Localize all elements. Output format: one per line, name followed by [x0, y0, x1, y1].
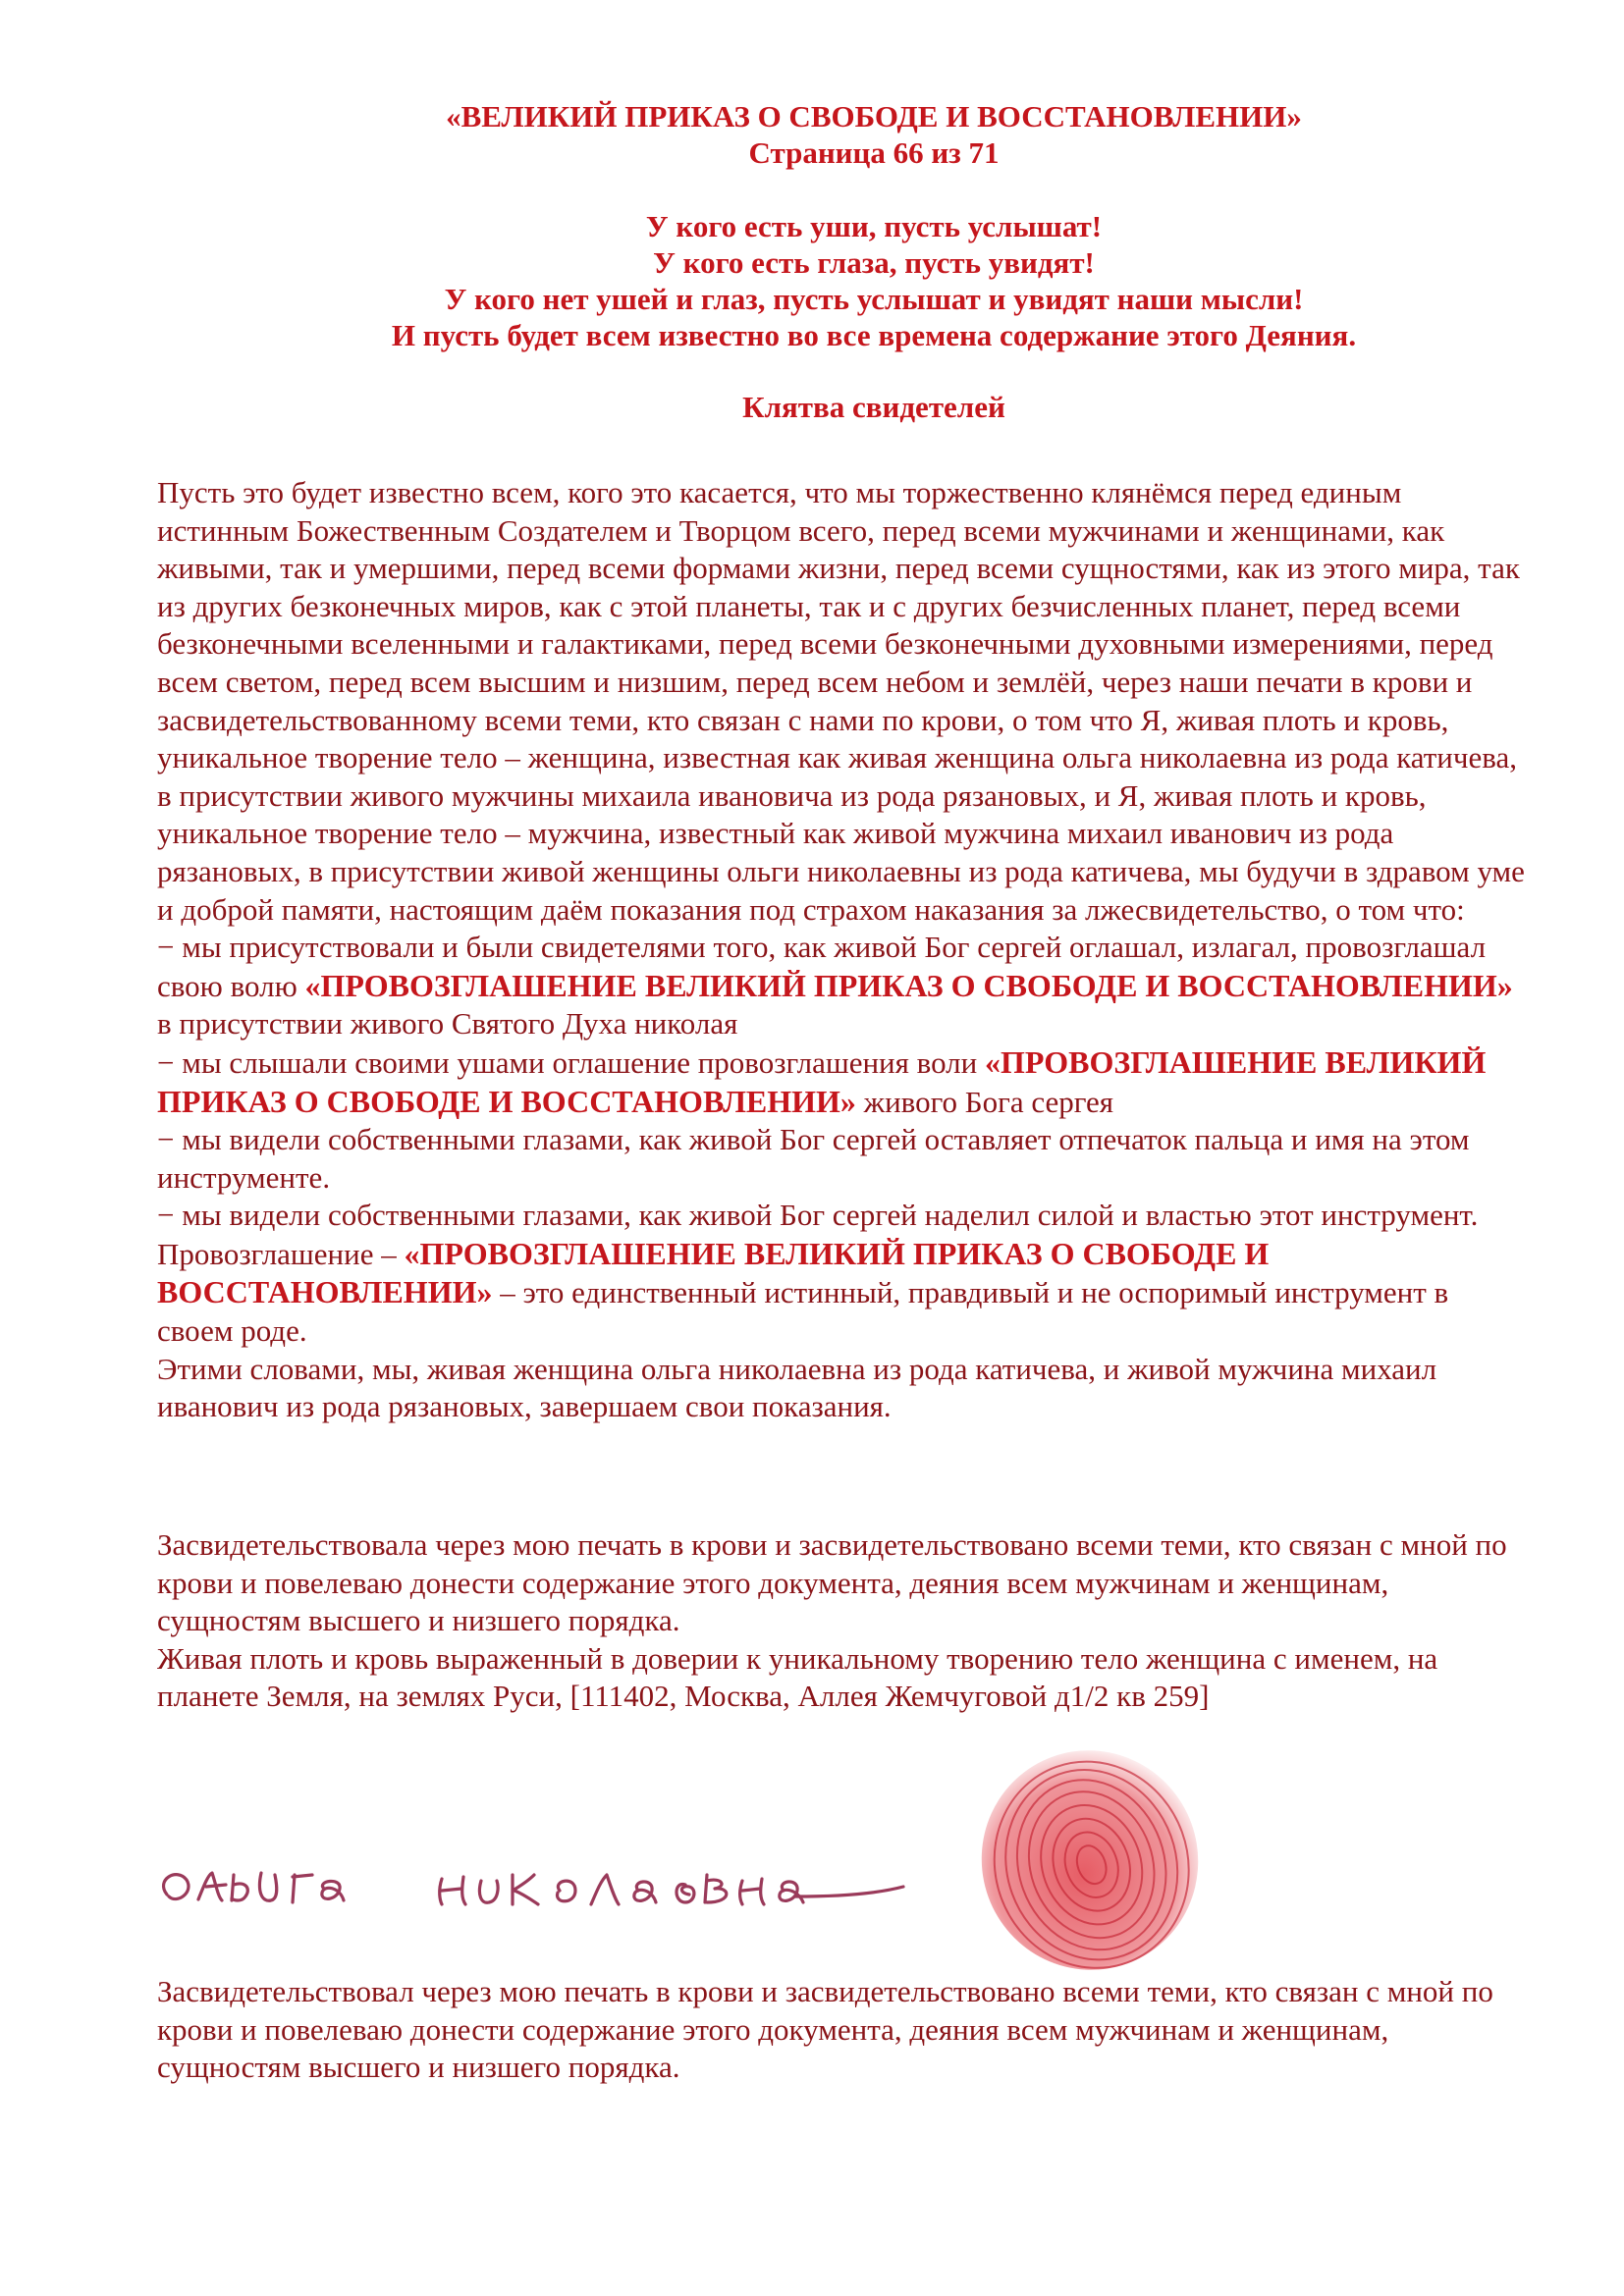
document-header: [157, 98, 1591, 425]
oath-intro: Пусть это будет известно всем, кого это касается, что мы торжественно клянёмся перед единым истинным Божественным Создателем и Творцом всего, перед всеми мужчинами и женщинами, как живыми, так и умершими, перед всеми формами жизни, перед всеми сущностями, как из этого мира, так из других безконечных миров, как с этой планеты, так и с других безчисленных планет, перед всеми безконечными вселенными и галактиками, перед всеми безконечными духовными измерениями, перед всем светом, перед всем высшим и низшим, перед всем небом и землёй, через наши печати в крови и засвидетельствованному всеми теми, кто связан с нами по крови, о том что Я, живая плоть и кровь, уникальное творение тело – женщина, известная как живая женщина ольга николаевна из рода катичева, в присутствии живого мужчины михаила ивановича из рода рязановых, и Я, живая плоть и кровь, уникальное творение тело – мужчина, известный как живой мужчина михаил иванович из рода рязановых, в присутствии живой женщины ольги николаевны из рода катичева, мы будучи в здравом уме и доброй памяти, настоящим даём показания под страхом наказания за лжесвидетельство, о том что:: [157, 475, 1525, 927]
oath-item-2-tail: живого Бога сергея: [855, 1084, 1114, 1119]
invocation-line-3: У кого нет ушей и глаз, пусть услышат и увидят наши мысли!: [444, 282, 1304, 316]
oath-item-2: [157, 1043, 1532, 1121]
signature-image: [147, 1826, 952, 1934]
fingerprint-image: [967, 1742, 1213, 1973]
oath-item-1-text: − мы присутствовали и были свидетелями того, как живой Бог сергей оглашал, излагал, провозглашал свою волю: [157, 930, 1487, 1003]
oath-item-1-title: «ПРОВОЗГЛАШЕНИЕ ВЕЛИКИЙ ПРИКАЗ О СВОБОДЕ И ВОССТАНОВЛЕНИИ»: [304, 967, 1513, 1003]
oath-item-1-tail: в присутствии живого Святого Духа николая: [157, 1006, 738, 1041]
male-witness-block: [157, 1973, 1532, 2087]
oath-item-1: [157, 929, 1532, 1043]
oath-declaration-tail: – это единственный истинный, правдивый и не оспоримый инструмент в своем роде.: [157, 1275, 1449, 1349]
section-title: Клятва свидетелей: [742, 390, 1005, 424]
invocation-line-2: У кого есть глаза, пусть увидят!: [653, 245, 1095, 280]
invocation-line-1: У кого есть уши, пусть услышат!: [645, 209, 1103, 243]
invocation-line-4: И пусть будет всем известно во все времена содержание этого Деяния.: [391, 318, 1357, 352]
oath-body: [157, 474, 1532, 1426]
oath-item-2-text: − мы слышали своими ушами оглашение провозглашения воли: [157, 1044, 985, 1080]
document-title: «ВЕЛИКИЙ ПРИКАЗ О СВОБОДЕ И ВОССТАНОВЛЕНИИ»: [446, 99, 1302, 133]
oath-item-2-title: «ПРОВОЗГЛАШЕНИЕ ВЕЛИКИЙ ПРИКАЗ О СВОБОДЕ И ВОССТАНОВЛЕНИИ»: [157, 1043, 1487, 1119]
page-number: Страница 66 из 71: [748, 135, 1000, 170]
oath-declaration-title: «ПРОВОЗГЛАШЕНИЕ ВЕЛИКИЙ ПРИКАЗ О СВОБОДЕ И ВОССТАНОВЛЕНИИ»: [157, 1235, 1270, 1310]
female-witness-statement: Засвидетельствовала через мою печать в крови и засвидетельствовано всеми теми, кто связан с мной по крови и повелеваю донести содержание этого документа, деяния всем мужчинам и женщинам, сущностям высшего и низшего порядка.: [157, 1527, 1507, 1638]
oath-closing: Этими словами, мы, живая женщина ольга николаевна из рода катичева, и живой мужчина михаил иванович из рода рязановых, завершаем свои показания.: [157, 1351, 1437, 1424]
male-witness-statement: Засвидетельствовал через мою печать в крови и засвидетельствовано всеми теми, кто связан с мной по крови и повелеваю донести содержание этого документа, деяния всем мужчинам и женщинам, сущностям высшего и низшего порядка.: [157, 1974, 1493, 2085]
female-witness-block: [157, 1526, 1532, 1716]
oath-declaration: [157, 1235, 1532, 1351]
oath-item-3: − мы видели собственными глазами, как живой Бог сергей оставляет отпечаток пальца и имя на этом инструменте.: [157, 1122, 1470, 1195]
oath-item-4: − мы видели собственными глазами, как живой Бог сергей наделил силой и властью этот инструмент.: [157, 1198, 1479, 1233]
oath-declaration-text: Провозглашение –: [157, 1236, 405, 1271]
female-witness-identity: Живая плоть и кровь выраженный в доверии к уникальному творению тело женщина с именем, на планете Земля, на землях Руси, [111402, Москва, Аллея Жемчуговой д1/2 кв 259]: [157, 1640, 1438, 1714]
